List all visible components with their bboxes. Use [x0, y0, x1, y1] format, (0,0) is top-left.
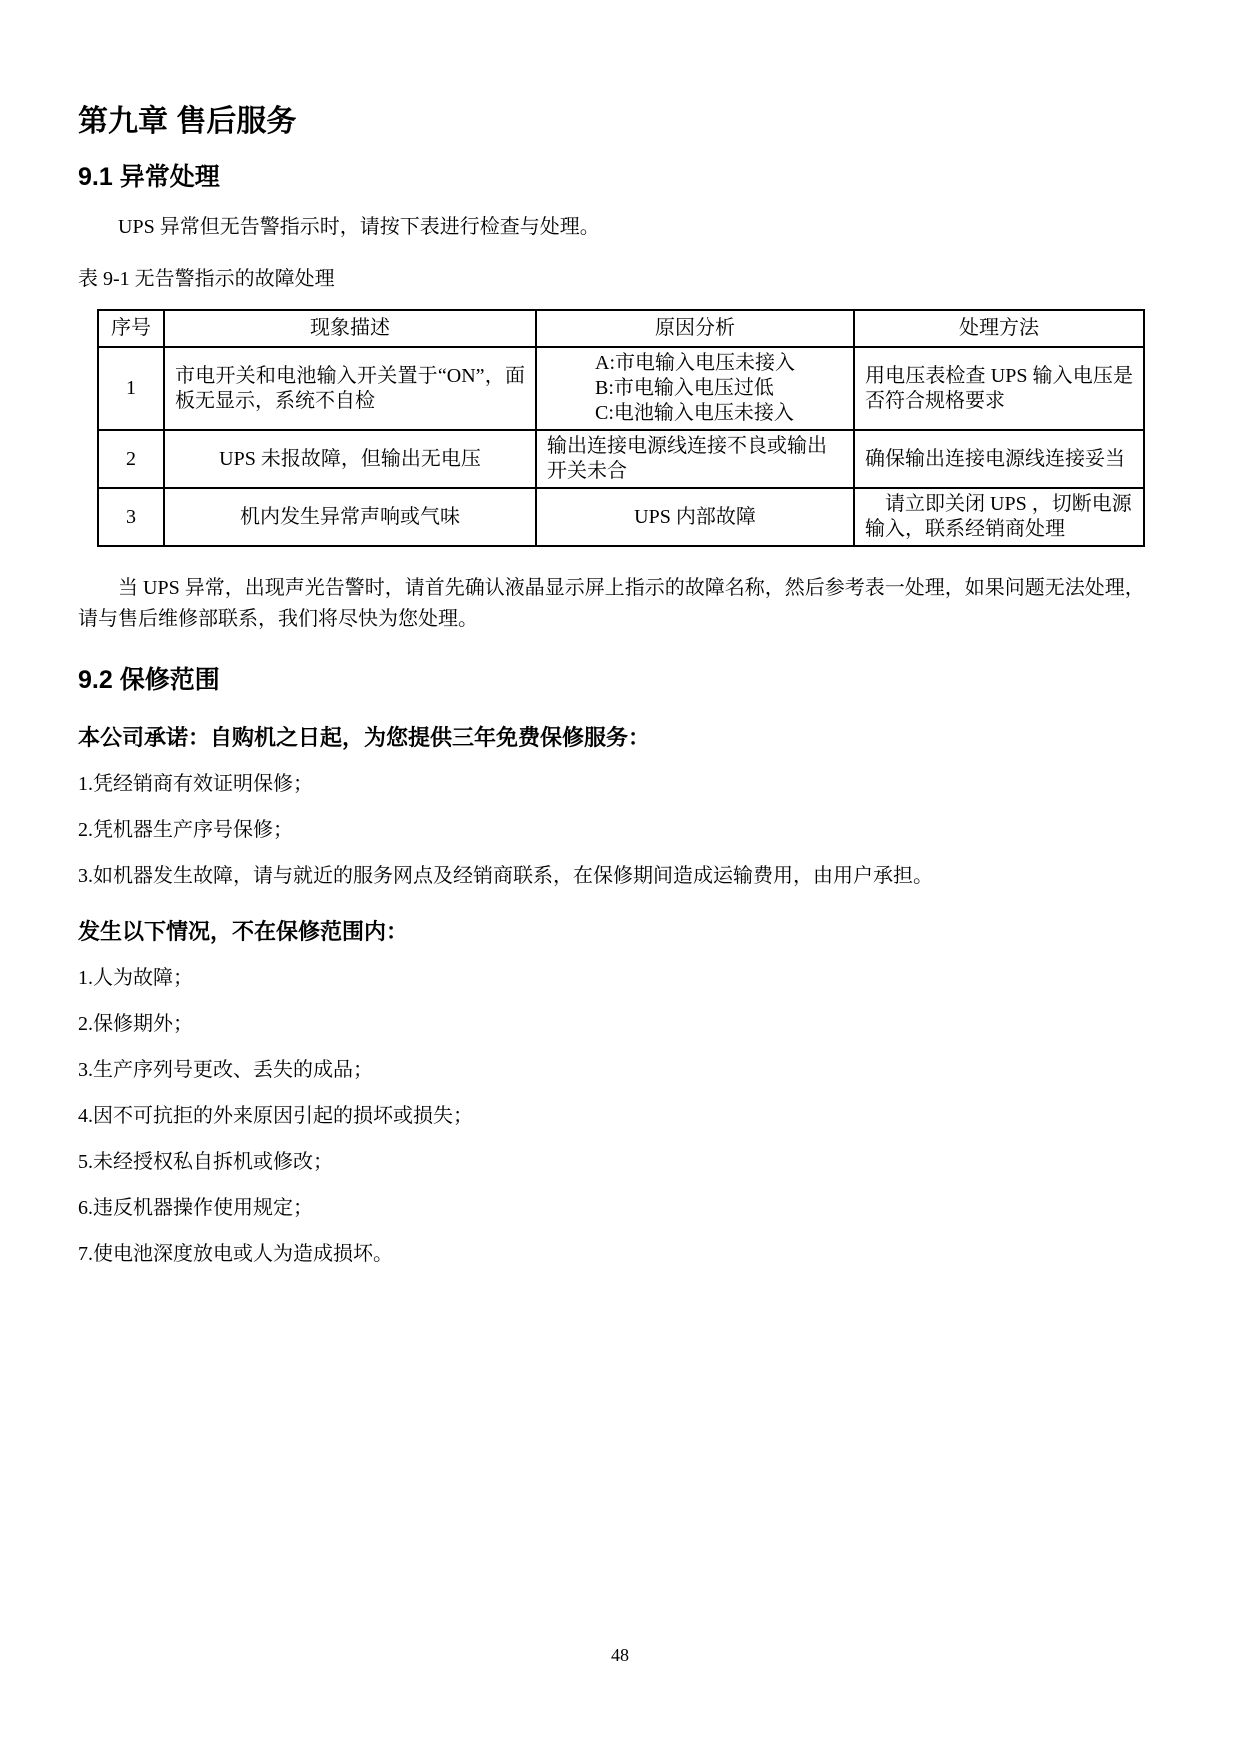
- section-9-1-outro: 当 UPS 异常，出现声光告警时，请首先确认液晶显示屏上指示的故障名称，然后参考表一处理，如果问题无法处理，请与售后维修部联系，我们将尽快为您处理。: [78, 577, 1145, 631]
- cell-cause-1: [536, 347, 854, 430]
- exclusion-item-2: 2.保修期外；: [78, 1012, 193, 1035]
- table-row: [98, 430, 1144, 488]
- exclusion-item-6: 6.违反机器操作使用规定；: [78, 1196, 313, 1219]
- warranty-promise-heading: 本公司承诺：自购机之日起，为您提供三年免费保修服务：: [78, 724, 651, 750]
- column-header-no: 序号: [98, 310, 164, 347]
- cause-lines: [595, 351, 795, 426]
- table-row: [98, 488, 1144, 546]
- fault-handling-table: [97, 309, 1145, 547]
- cause-line-b: B:市电输入电压过低: [595, 377, 774, 400]
- table-header-row: [98, 310, 1144, 347]
- exclusion-item-3: 3.生产序列号更改、丢失的成品；: [78, 1058, 373, 1081]
- cell-no-2: 2: [98, 430, 164, 488]
- cell-cause-3: UPS 内部故障: [536, 488, 854, 546]
- promise-item-2: 2.凭机器生产序号保修；: [78, 818, 293, 841]
- cause-line-a: A:市电输入电压未接入: [595, 352, 795, 375]
- column-header-phenomenon: 现象描述: [164, 310, 536, 347]
- section-9-2-heading: 9.2 保修范围: [78, 666, 220, 695]
- cell-phenomenon-1: 市电开关和电池输入开关置于“ON”，面板无显示，系统不自检: [164, 347, 536, 430]
- column-header-cause: 原因分析: [536, 310, 854, 347]
- section-9-1-heading: 9.1 异常处理: [78, 163, 220, 191]
- cell-cause-2: 输出连接电源线连接不良或输出开关未合: [536, 430, 854, 488]
- warranty-exclusion-heading: 发生以下情况，不在保修范围内：: [78, 918, 409, 944]
- chapter-title: 第九章 售后服务: [78, 105, 297, 138]
- cell-no-3: 3: [98, 488, 164, 546]
- page-number: 48: [611, 1645, 629, 1665]
- exclusion-item-1: 1.人为故障；: [78, 966, 193, 989]
- cell-phenomenon-3: 机内发生异常声响或气味: [164, 488, 536, 546]
- cause-line-c: C:电池输入电压未接入: [595, 402, 794, 425]
- column-header-solution: 处理方法: [854, 310, 1144, 347]
- exclusion-item-7: 7.使电池深度放电或人为造成损坏。: [78, 1242, 393, 1265]
- table-caption: 表 9-1 无告警指示的故障处理: [78, 268, 335, 291]
- exclusion-item-4: 4.因不可抗拒的外来原因引起的损坏或损失；: [78, 1104, 473, 1127]
- cell-solution-2: 确保输出连接电源线连接妥当: [854, 430, 1144, 488]
- cell-phenomenon-2: UPS 未报故障，但输出无电压: [164, 430, 536, 488]
- promise-item-3: 3.如机器发生故障，请与就近的服务网点及经销商联系，在保修期间造成运输费用，由用户承担。: [78, 864, 933, 887]
- cell-solution-1: 用电压表检查 UPS 输入电压是否符合规格要求: [854, 347, 1144, 430]
- cell-no-1: 1: [98, 347, 164, 430]
- section-9-1-intro: UPS 异常但无告警指示时，请按下表进行检查与处理。: [118, 216, 600, 239]
- exclusion-item-5: 5.未经授权私自拆机或修改；: [78, 1150, 333, 1173]
- promise-item-1: 1.凭经销商有效证明保修；: [78, 772, 313, 795]
- table-row: [98, 347, 1144, 430]
- cell-solution-3: 请立即关闭 UPS ，切断电源输入，联系经销商处理: [854, 488, 1144, 546]
